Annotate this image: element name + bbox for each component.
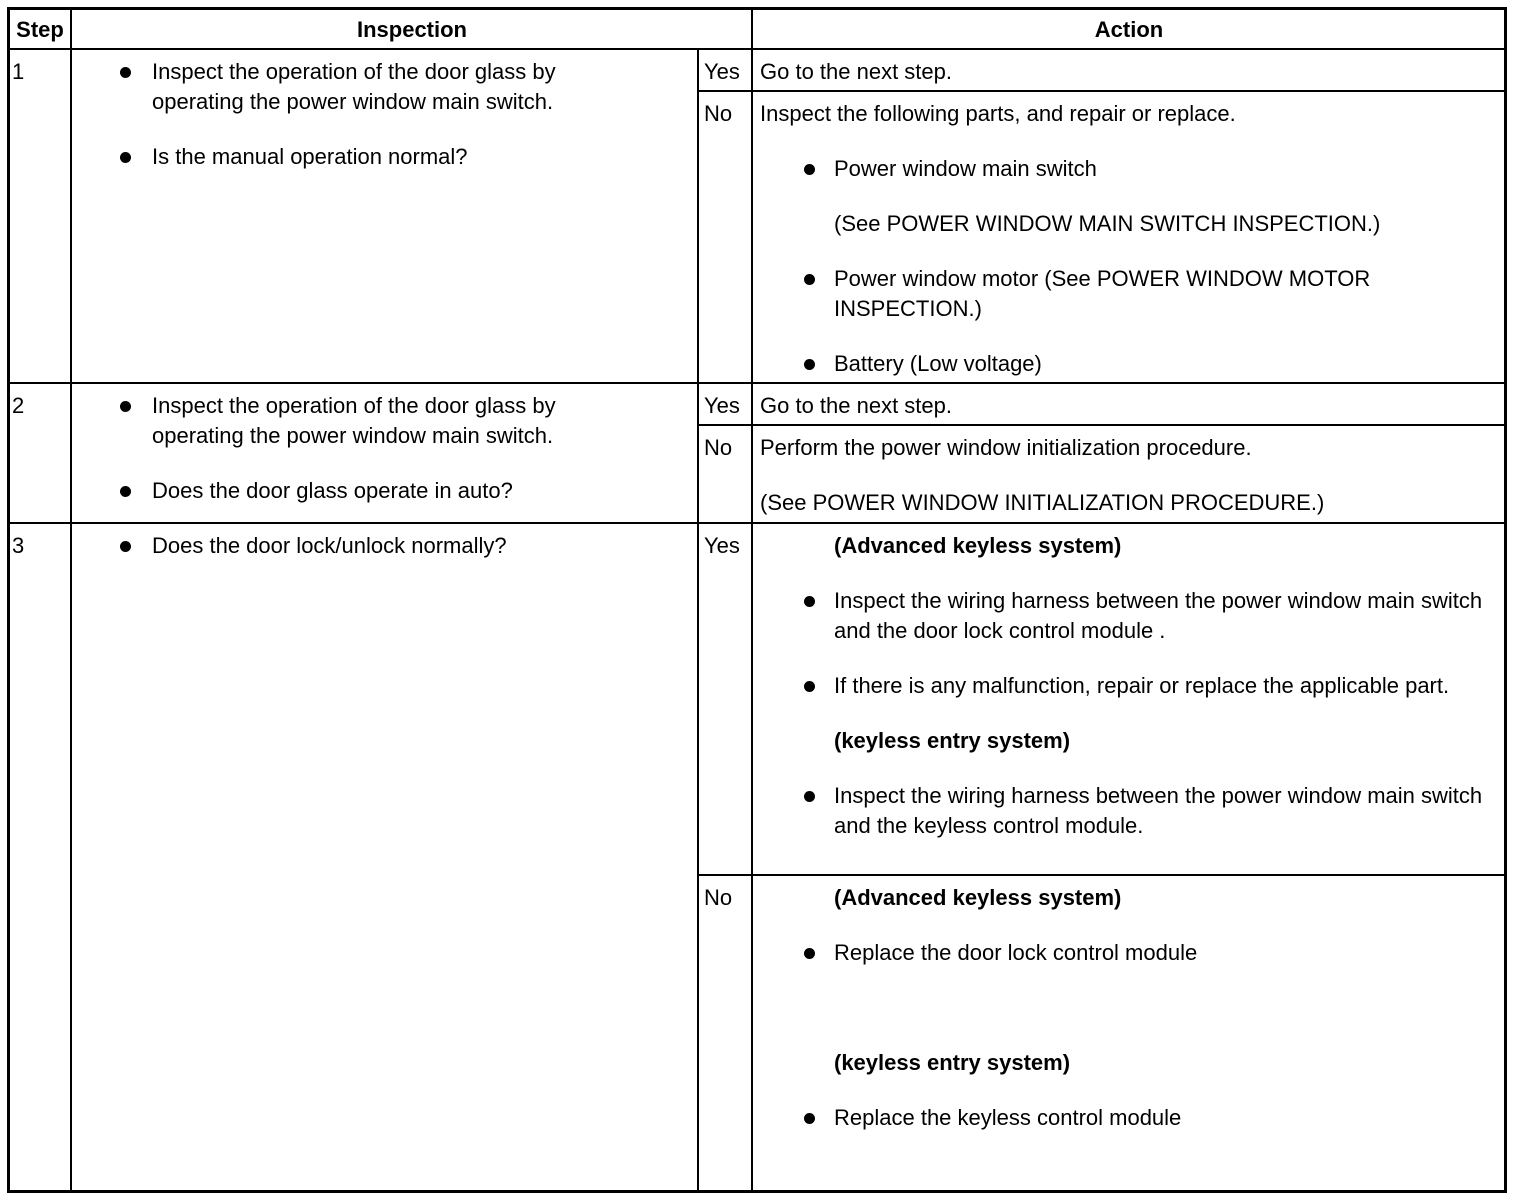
action-heading: (Advanced keyless system) (834, 533, 1122, 558)
inspection-bullet: Inspect the operation of the door glass by operating the power window main switch. (72, 391, 642, 451)
header-step: Step (16, 17, 64, 42)
yes-label: Yes (704, 59, 740, 84)
action-bullet: Replace the door lock control module (760, 938, 1486, 968)
inspection-bullet: Does the door glass operate in auto? (72, 476, 642, 506)
action-text: (See POWER WINDOW MAIN SWITCH INSPECTION.) (834, 211, 1381, 236)
inspection-cell (72, 383, 682, 531)
step-number: 3 (12, 533, 25, 558)
action-text: Go to the next step. (760, 393, 953, 418)
no-label: No (704, 435, 733, 460)
action-bullet: Inspect the wiring harness between the power window main switch and the keyless control module. (760, 781, 1486, 841)
inspection-cell (72, 523, 682, 586)
yes-label: Yes (704, 393, 740, 418)
action-bullet: Battery (Low voltage) (760, 349, 1486, 379)
divider (697, 49, 699, 1191)
action-yes-cell (752, 523, 1506, 866)
action-text (760, 993, 1486, 1023)
inspection-bullet: Is the manual operation normal? (72, 142, 642, 172)
inspection-bullet: Inspect the operation of the door glass by operating the power window main switch. (72, 57, 642, 117)
header-action: Action (1094, 17, 1164, 42)
inspection-bullet: Does the door lock/unlock normally? (72, 531, 642, 561)
action-text: Inspect the following parts, and repair or replace. (760, 101, 1236, 126)
action-text: Perform the power window initialization procedure. (760, 435, 1252, 460)
no-label: No (704, 885, 733, 910)
action-bullet: Replace the keyless control module (760, 1103, 1486, 1133)
action-bullet: Power window main switch (760, 154, 1486, 184)
action-bullet: If there is any malfunction, repair or replace the applicable part. (760, 671, 1486, 701)
action-no-cell (752, 91, 1506, 404)
action-text: (See POWER WINDOW INITIALIZATION PROCEDURE.) (760, 490, 1325, 515)
action-heading: (keyless entry system) (834, 1050, 1071, 1075)
action-no-cell (752, 875, 1506, 1158)
action-heading: (Advanced keyless system) (834, 885, 1122, 910)
inspection-cell (72, 49, 682, 197)
action-bullet: Power window motor (See POWER WINDOW MOTOR INSPECTION.) (760, 264, 1486, 324)
action-text: Go to the next step. (760, 59, 953, 84)
step-number: 1 (12, 59, 25, 84)
header-inspection: Inspection (356, 17, 467, 42)
action-heading: (keyless entry system) (834, 728, 1071, 753)
no-label: No (704, 101, 733, 126)
step-number: 2 (12, 393, 25, 418)
yes-label: Yes (704, 533, 740, 558)
action-bullet: Inspect the wiring harness between the power window main switch and the door lock control module . (760, 586, 1486, 646)
